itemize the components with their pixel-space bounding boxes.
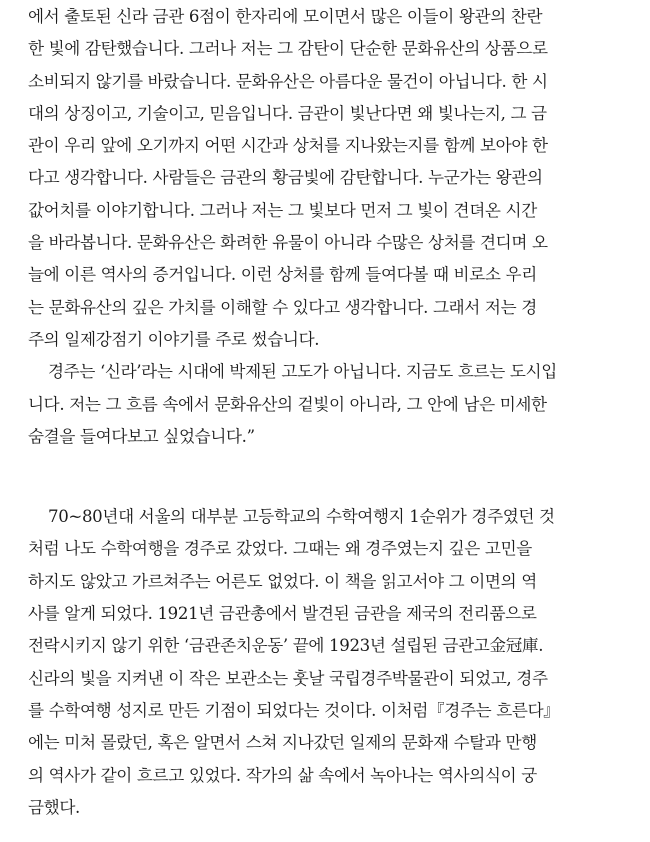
text-line: 소비되지 않기를 바랐습니다. 문화유산은 아름다운 물건이 아닙니다. 한 시 [28, 71, 548, 91]
text-line: 대의 상징이고, 기술이고, 믿음입니다. 금관이 빛난다면 왜 빛나는지, 그 금 [28, 103, 547, 123]
text-line: 경주는 ‘신라’라는 시대에 박제된 고도가 아닙니다. 지금도 흐르는 도시입 [48, 362, 557, 382]
text-line: 니다. 저는 그 흐름 속에서 문화유산의 겉빛이 아니라, 그 안에 남은 미세한 [28, 394, 547, 414]
text-line: 주의 일제강점기 이야기를 주로 썼습니다. [28, 329, 320, 349]
text-line: 는 문화유산의 깊은 가치를 이해할 수 있다고 생각합니다. 그래서 저는 경 [28, 297, 537, 317]
text-line: 를 수학여행 성지로 만든 기점이 되었다는 것이다. 이처럼『경주는 흐른다』 [28, 700, 560, 720]
text-line: 하지도 않았고 가르쳐주는 어른도 없었다. 이 책을 읽고서야 그 이면의 역 [28, 571, 537, 591]
text-line: 값어치를 이야기합니다. 그러나 저는 그 빛보다 먼저 그 빛이 견뎌온 시간 [28, 200, 537, 220]
paragraph-author-quote [28, 1, 626, 356]
text-line: 금했다. [28, 797, 80, 817]
text-line: 숨결을 들여다보고 싶었습니다.” [28, 426, 255, 446]
text-line: 처럼 나도 수학여행을 경주로 갔었다. 그때는 왜 경주였는지 깊은 고민을 [28, 539, 532, 559]
text-line: 한 빛에 감탄했습니다. 그러나 저는 그 감탄이 단순한 문화유산의 상품으로 [28, 39, 548, 59]
text-line: 에는 미처 몰랐던, 혹은 알면서 스쳐 지나갔던 일제의 문화재 수탈과 만행 [28, 733, 537, 753]
paragraph-spacer [28, 453, 626, 501]
document-page [0, 1, 650, 842]
text-line: 신라의 빛을 지켜낸 이 작은 보관소는 훗날 국립경주박물관이 되었고, 경주 [28, 668, 548, 688]
text-line: 에서 출토된 신라 금관 6점이 한자리에 모이면서 많은 이들이 왕관의 찬란 [28, 7, 543, 26]
text-line: 전락시키지 않기 위한 ‘금관존치운동’ 끝에 1923년 설립된 금관고金冠庫. [28, 636, 544, 656]
text-line: 다고 생각합니다. 사람들은 금관의 황금빛에 감탄합니다. 누군가는 왕관의 [28, 168, 543, 188]
text-line: 70~80년대 서울의 대부분 고등학교의 수학여행지 1순위가 경주였던 것 [48, 507, 555, 527]
text-line: 의 역사가 같이 흐르고 있었다. 작가의 삶 속에서 녹아나는 역사의식이 궁 [28, 765, 537, 785]
paragraph-reviewer [28, 501, 626, 824]
paragraph-gyeongju-flows [28, 356, 626, 453]
text-line: 을 바라봅니다. 문화유산은 화려한 유물이 아니라 수많은 상처를 견디며 오 [28, 233, 548, 253]
text-line: 관이 우리 앞에 오기까지 어떤 시간과 상처를 지나왔는지를 함께 보아야 한 [28, 136, 548, 156]
text-line: 늘에 이른 역사의 증거입니다. 이런 상처를 함께 들여다볼 때 비로소 우리 [28, 265, 537, 285]
text-line: 사를 알게 되었다. 1921년 금관총에서 발견된 금관을 제국의 전리품으로 [28, 604, 537, 624]
